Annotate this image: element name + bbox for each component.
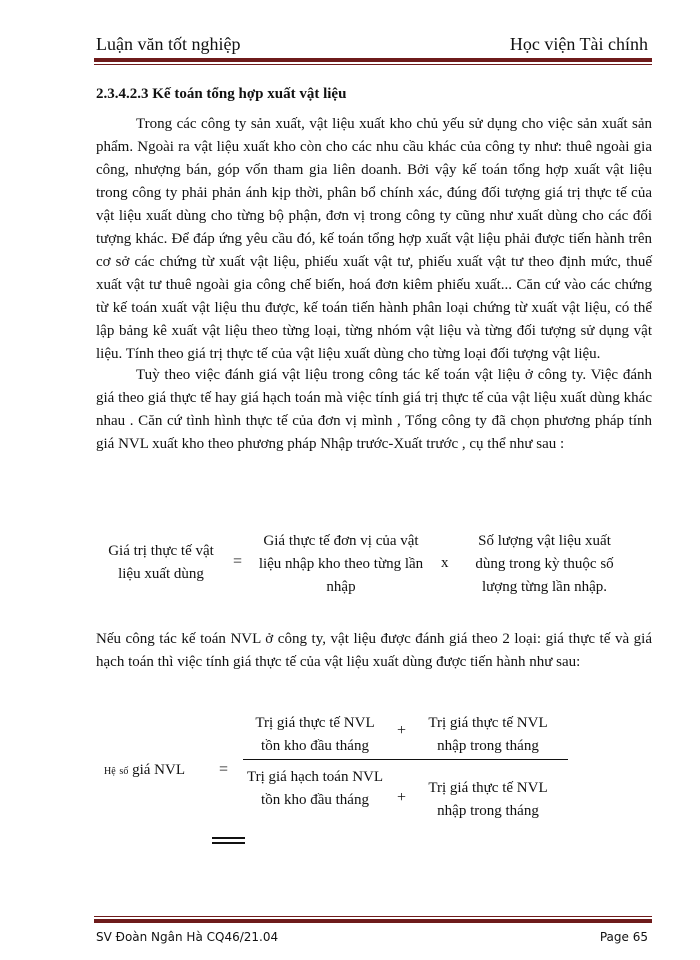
paragraph-2 — [96, 364, 652, 456]
formula1-times: x — [441, 555, 449, 571]
paragraph-3 — [96, 628, 652, 674]
formula2-label-so: số — [119, 766, 129, 777]
footer-author: SV Đoàn Ngân Hà CQ46/21.04 — [96, 930, 279, 944]
paragraph-2-text: Tuỳ theo việc đánh giá vật liệu trong công tác kế toán vật liệu ở công ty. Việc đánh giá theo giá thực tế hay giá hạch toán mà việc tính giá trị thực tế của vật liệu xuất dùng khác nhau . Căn cứ tình hình thực tế của đơn vị mình , Tổng công ty đã chọn phương pháp tính giá NVL xuất kho theo phương pháp Nhập trước-Xuất trước , cụ thể như sau : — [96, 367, 652, 452]
formula1-middle-term: Giá thực tế đơn vị của vật liệu nhập kho theo từng lần nhập — [258, 533, 424, 595]
formula1-equals: = — [233, 553, 243, 570]
formula2-denominator-right: Trị giá thực tế NVL nhập trong tháng — [428, 780, 548, 819]
section-heading: 2.3.4.2.3 Kế toán tổng hợp xuất vật liệu — [96, 86, 347, 102]
footer-rule-thick — [94, 919, 652, 923]
paragraph-3-text: Nếu công tác kế toán NVL ở công ty, vật liệu được đánh giá theo 2 loại: giá thực tế và giá hạch toán thì việc tính giá thực tế của vật liệu xuất dùng được tiến hành như sau: — [96, 631, 652, 670]
formula2-label — [104, 762, 185, 779]
formula2-denominator-left: Trị giá hạch toán NVL tồn kho đầu tháng — [246, 769, 384, 808]
formula2-label-rest: giá NVL — [132, 762, 185, 778]
paragraph-1-text: Trong các công ty sản xuất, vật liệu xuất kho chủ yếu sử dụng cho việc sản xuất sản phẩm. Ngoài ra vật liệu xuất kho còn cho các nhu cầu khác của công ty như: thuê ngoài gia công, nhượng bán, góp vốn tham gia liên doanh. Bởi vậy kế toán tổng hợp xuất vật liệu trong công ty phải phản ánh kịp thời, phân bổ chính xác, đúng đối tượng giá trị thực tế của vật liệu xuất dùng cho từng bộ phận, đơn vị trong công ty cũng như xuất dùng cho các đối tượng khác. Để đáp ứng yêu cầu đó, kế toán tổng hợp xuất vật liệu phải được tiến hành trên cơ sở các chứng từ xuất vật liệu, phiếu xuất vật tư, phiếu xuất vật tư theo định mức, thuế xuất vật tư thuê ngoài gia công chế biến, hoá đơn kiêm phiếu xuất... Căn cứ vào các chứng từ kế toán xuất vật liệu thu được, kế toán tiến hành phân loại chứng từ xuất vật liệu, có thể lập bảng kê xuất vật liệu theo từng loại, từng nhóm vật liệu và từng đối tượng sử dụng vật liệu. Tính theo giá trị thực tế của vật liệu xuất dùng cho từng loại đối tượng vật liệu. — [96, 116, 652, 362]
formula2-numerator-right: Trị giá thực tế NVL nhập trong tháng — [428, 715, 548, 754]
header-left-title: Luận văn tốt nghiệp — [96, 34, 241, 54]
paragraph-1 — [96, 113, 652, 366]
formula2-numerator-plus: + — [397, 722, 407, 739]
formula2-denominator-plus: + — [397, 789, 407, 806]
formula2-label-he: Hệ — [104, 766, 116, 777]
header-rule-thin — [94, 64, 652, 65]
formula1-left-term: Giá trị thực tế vật liệu xuất dùng — [108, 543, 214, 582]
formula1-right-term: Số lượng vật liệu xuất dùng trong kỳ thuộc số lượng từng lần nhập. — [475, 533, 614, 595]
header-rule-thick — [94, 58, 652, 62]
double-underline-bottom — [212, 842, 245, 844]
formula2-numerator-left: Trị giá thực tế NVL tồn kho đầu tháng — [255, 715, 375, 754]
footer-rule-thin — [94, 916, 652, 917]
header-right-title: Học viện Tài chính — [509, 34, 648, 54]
formula2-fraction-bar — [243, 759, 568, 760]
footer-page-number: Page 65 — [599, 930, 648, 944]
double-underline-top — [212, 837, 245, 839]
formula2-equals: = — [219, 761, 229, 778]
